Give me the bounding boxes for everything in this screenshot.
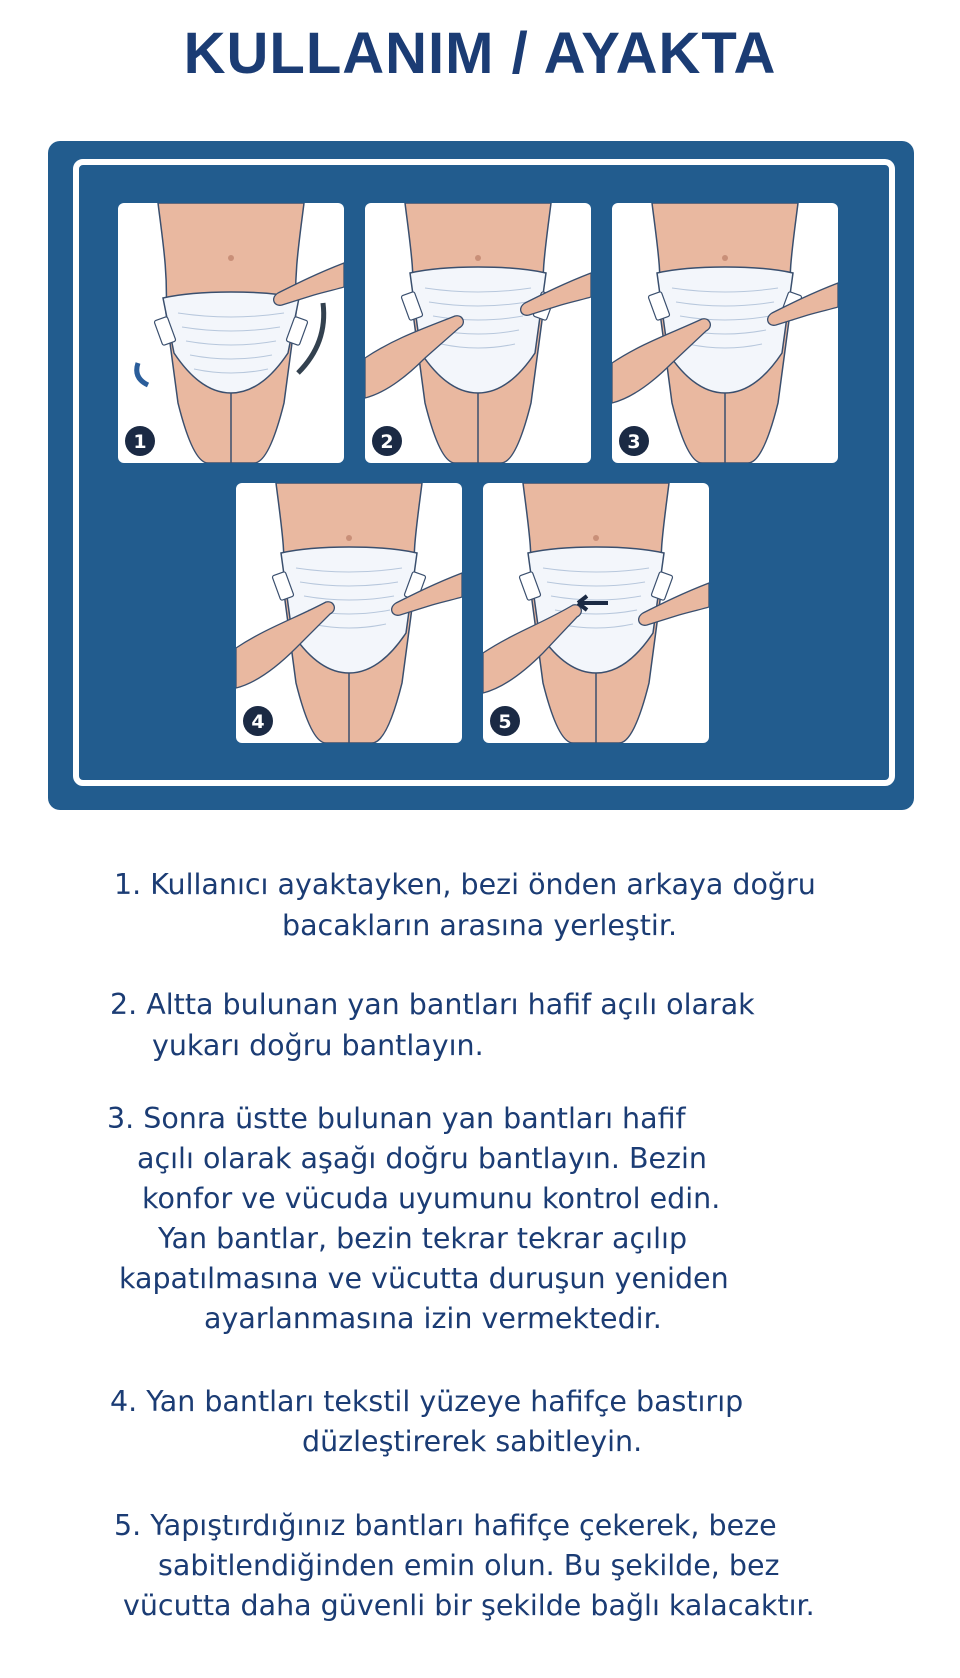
diaper-step-drawing [118, 203, 344, 463]
step-number: 2 [380, 431, 394, 453]
step-number-badge [619, 426, 649, 456]
step-number: 4 [251, 711, 265, 733]
diaper-step-drawing [236, 483, 462, 743]
step-number-badge [372, 426, 402, 456]
instruction-3-line-6: ayarlanmasına izin vermektedir. [204, 1302, 662, 1335]
instruction-2-line-1: 2. Altta bulunan yan bantları hafif açılı olarak [110, 988, 755, 1021]
instruction-1-line-1: 1. Kullanıcı ayaktayken, bezi önden arkaya doğru [114, 868, 816, 901]
step-illustration-3 [612, 203, 838, 463]
instruction-4-line-2: düzleştirerek sabitleyin. [302, 1425, 643, 1458]
instruction-2-line-2: yukarı doğru bantlayın. [152, 1029, 484, 1062]
instruction-3-line-3: konfor ve vücuda uyumunu kontrol edin. [142, 1182, 721, 1215]
instruction-5-line-2: sabitlendiğinden emin olun. Bu şekilde, bez [158, 1549, 780, 1582]
instruction-3-line-1: 3. Sonra üstte bulunan yan bantları hafif [107, 1102, 686, 1135]
step-number-badge [125, 426, 155, 456]
step-number-badge [490, 706, 520, 736]
instruction-4-line-1: 4. Yan bantları tekstil yüzeye hafifçe bastırıp [110, 1385, 744, 1418]
instruction-3-line-4: Yan bantlar, bezin tekrar tekrar açılıp [158, 1222, 688, 1255]
diaper-step-drawing [483, 483, 709, 743]
step-illustration-5 [483, 483, 709, 743]
instruction-3-line-5: kapatılmasına ve vücutta duruşun yeniden [119, 1262, 729, 1295]
step-number-badge [243, 706, 273, 736]
instruction-3-line-2: açılı olarak aşağı doğru bantlayın. Bezin [137, 1142, 707, 1175]
step-number: 5 [498, 711, 512, 733]
step-illustration-1 [118, 203, 344, 463]
diaper-step-drawing [365, 203, 591, 463]
step-illustration-4 [236, 483, 462, 743]
page-title: KULLANIM / AYAKTA [183, 21, 777, 86]
instruction-1-line-2: bacakların arasına yerleştir. [282, 909, 678, 942]
instruction-5-line-3: vücutta daha güvenli bir şekilde bağlı kalacaktır. [123, 1589, 815, 1622]
step-number: 1 [133, 431, 147, 453]
instruction-5-line-1: 5. Yapıştırdığınız bantları hafifçe çekerek, beze [114, 1509, 777, 1542]
step-number: 3 [627, 431, 641, 453]
diaper-step-drawing [612, 203, 838, 463]
step-illustration-2 [365, 203, 591, 463]
